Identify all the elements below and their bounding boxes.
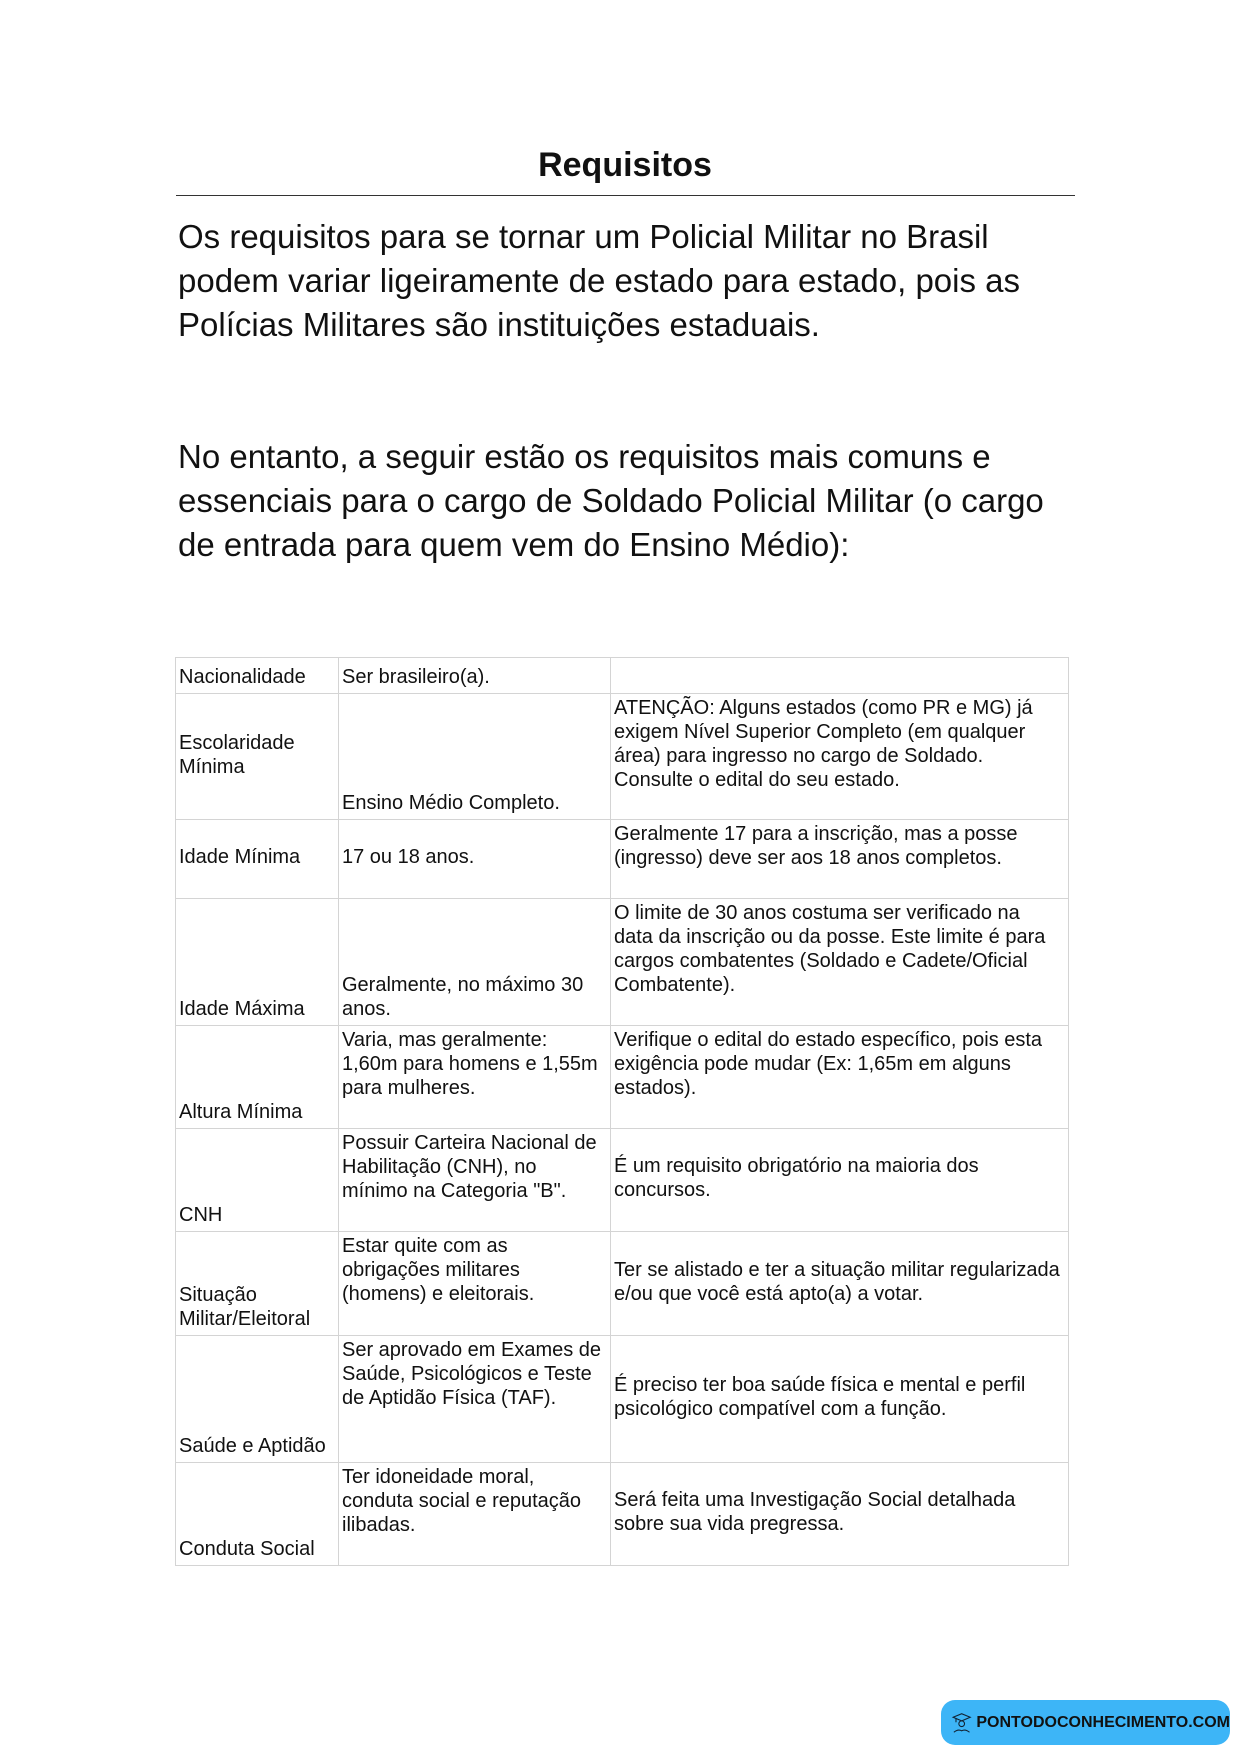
requirement-value: Ter idoneidade moral, conduta social e reputação ilibadas. (339, 1463, 611, 1566)
title-divider (176, 195, 1075, 196)
requirement-name: CNH (176, 1129, 339, 1232)
requirement-name: Nacionalidade (176, 658, 339, 694)
table-row (176, 1463, 1069, 1566)
requirement-note: Geralmente 17 para a inscrição, mas a posse (ingresso) deve ser aos 18 anos completos. (611, 820, 1069, 899)
table-row (176, 1026, 1069, 1129)
site-logo (941, 1700, 1230, 1745)
requirement-value: Varia, mas geralmente: 1,60m para homens e 1,55m para mulheres. (339, 1026, 611, 1129)
table-row (176, 658, 1069, 694)
table-row (176, 694, 1069, 820)
requirement-name: Situação Militar/Eleitoral (176, 1232, 339, 1336)
requirement-note: O limite de 30 anos costuma ser verificado na data da inscrição ou da posse. Este limite é para cargos combatentes (Soldado e Cadete/Oficial Combatente). (611, 899, 1069, 1026)
requirement-name: Conduta Social (176, 1463, 339, 1566)
requirement-note (611, 658, 1069, 694)
table-row (176, 1336, 1069, 1463)
requirement-note: Verifique o edital do estado específico, pois esta exigência pode mudar (Ex: 1,65m em alguns estados). (611, 1026, 1069, 1129)
table-row (176, 899, 1069, 1026)
requirement-name: Idade Mínima (176, 820, 339, 899)
requirement-name: Idade Máxima (176, 899, 339, 1026)
requirement-value: Ser brasileiro(a). (339, 658, 611, 694)
table-row (176, 1129, 1069, 1232)
logo-text: PONTODOCONHECIMENTO.COM (976, 1713, 1230, 1731)
requirement-value: Ser aprovado em Exames de Saúde, Psicológicos e Teste de Aptidão Física (TAF). (339, 1336, 611, 1463)
table-row (176, 1232, 1069, 1336)
intro-paragraph: Os requisitos para se tornar um Policial Militar no Brasil podem variar ligeiramente de estado para estado, pois as Polícias Militares são instituições estaduais. (178, 218, 1020, 343)
requirement-name: Escolaridade Mínima (176, 694, 339, 820)
requirement-note: Ter se alistado e ter a situação militar regularizada e/ou que você está apto(a) a votar. (611, 1232, 1069, 1336)
requirement-value: Geralmente, no máximo 30 anos. (339, 899, 611, 1026)
requirement-value: Possuir Carteira Nacional de Habilitação (CNH), no mínimo na Categoria "B". (339, 1129, 611, 1232)
requirements-table (175, 657, 1069, 1566)
requirement-value: 17 ou 18 anos. (339, 820, 611, 899)
requirement-name: Altura Mínima (176, 1026, 339, 1129)
table-row (176, 820, 1069, 899)
requirement-note: É um requisito obrigatório na maioria dos concursos. (611, 1129, 1069, 1232)
requirement-value: Estar quite com as obrigações militares (homens) e eleitorais. (339, 1232, 611, 1336)
requirement-value: Ensino Médio Completo. (339, 694, 611, 820)
intro-paragraph-2: No entanto, a seguir estão os requisitos mais comuns e essenciais para o cargo de Soldado Policial Militar (o cargo de entrada para quem vem do Ensino Médio): (178, 438, 1044, 563)
requirement-name: Saúde e Aptidão (176, 1336, 339, 1463)
requirement-note: É preciso ter boa saúde física e mental e perfil psicológico compatível com a função. (611, 1336, 1069, 1463)
graduate-reading-icon (951, 1708, 972, 1738)
page-title: Requisitos (538, 146, 712, 184)
requirement-note: Será feita uma Investigação Social detalhada sobre sua vida pregressa. (611, 1463, 1069, 1566)
requirement-note: ATENÇÃO: Alguns estados (como PR e MG) já exigem Nível Superior Completo (em qualquer área) para ingresso no cargo de Soldado. Consulte o edital do seu estado. (611, 694, 1069, 820)
